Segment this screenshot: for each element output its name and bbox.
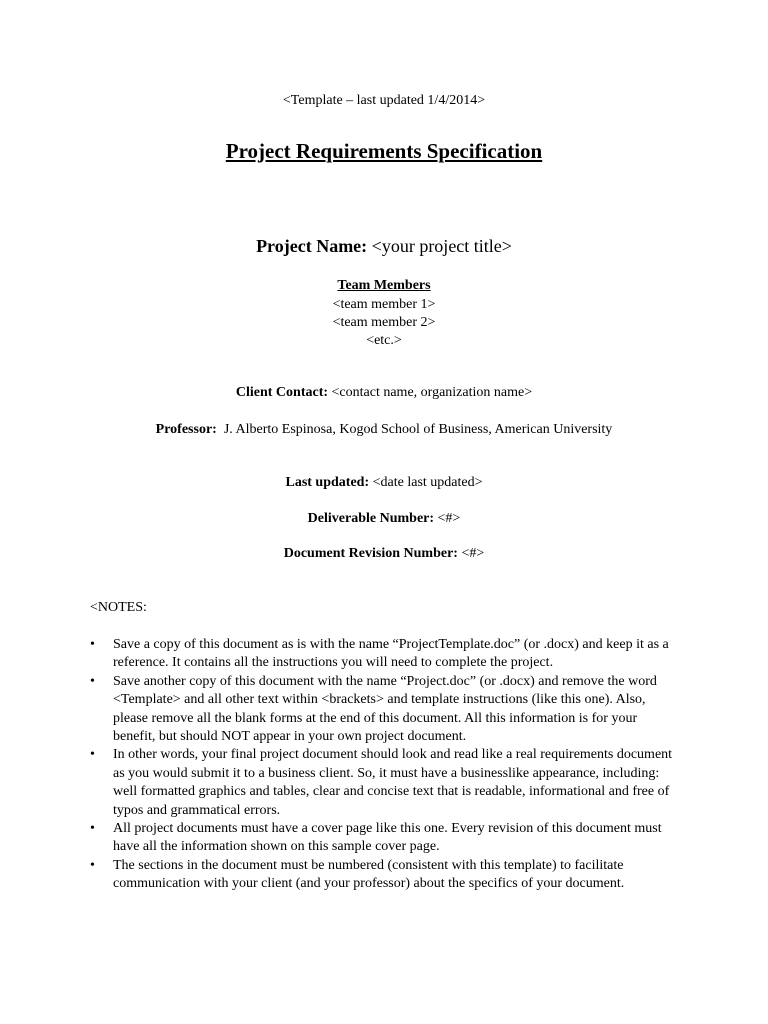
note-text: Save a copy of this document as is with the name “ProjectTemplate.doc” (or .docx) and keep it as a reference. It contains all the instructions you will need to complete the project. [113, 637, 669, 671]
bullet-icon: • [90, 747, 95, 763]
team-members-list [0, 296, 768, 350]
revision-number-label: Document Revision Number: [283, 546, 458, 561]
client-contact-line [0, 385, 768, 401]
team-member: <etc.> [366, 333, 402, 348]
note-item [90, 673, 680, 747]
project-name-line [0, 236, 768, 257]
template-note: <Template – last updated 1/4/2014> [282, 93, 486, 108]
project-name-value: <your project title> [371, 236, 512, 256]
note-text: Save another copy of this document with the name “Project.doc” (or .docx) and remove the word <Template> and all other text within <brackets> and template instructions (like this one). Also, please remove all the blank forms at the end of this document. All this information is for your benefit, but should NOT appear in your own project document. [113, 673, 657, 745]
professor-value: J. Alberto Espinosa, Kogod School of Business, American University [223, 422, 613, 437]
bullet-icon: • [90, 821, 95, 837]
note-item [90, 746, 680, 820]
client-contact-value: <contact name, organization name> [331, 385, 533, 400]
notes-label: <NOTES: [90, 600, 147, 615]
bullet-icon: • [90, 637, 95, 652]
note-item [90, 820, 680, 857]
notes-list [90, 636, 680, 894]
note-text: All project documents must have a cover page like this one. Every revision of this document must have all the information shown on this sample cover page. [113, 821, 662, 855]
bullet-icon: • [90, 857, 95, 873]
revision-number-line [0, 546, 768, 562]
project-name-label: Project Name: [256, 236, 368, 256]
team-member: <team member 1> [332, 297, 436, 312]
note-text: In other words, your final project document should look and read like a real requirements document as you would submit it to a business client. So, it must have a businesslike appearance, including: well formatted graphics and tables, clear and concise text that is readable, informational and free of typos and grammatical errors. [113, 747, 673, 818]
deliverable-number-value: <#> [437, 511, 461, 526]
deliverable-number-line [0, 511, 768, 527]
note-item [90, 636, 680, 673]
last-updated-label: Last updated: [285, 475, 370, 490]
bullet-icon: • [90, 673, 95, 689]
professor-label: Professor: [155, 422, 217, 437]
note-text: The sections in the document must be numbered (consistent with this template) to facilitate communication with your client (and your professor) about the specifics of your document. [113, 857, 625, 892]
note-item [90, 857, 680, 894]
last-updated-line [0, 475, 768, 491]
professor-line [0, 422, 768, 438]
client-contact-label: Client Contact: [235, 385, 329, 400]
document-title: Project Requirements Specification [225, 139, 543, 163]
last-updated-value: <date last updated> [372, 475, 483, 490]
deliverable-number-label: Deliverable Number: [307, 511, 435, 526]
revision-number-value: <#> [461, 546, 485, 561]
team-members-heading: Team Members [337, 278, 431, 293]
team-member: <team member 2> [332, 315, 436, 330]
